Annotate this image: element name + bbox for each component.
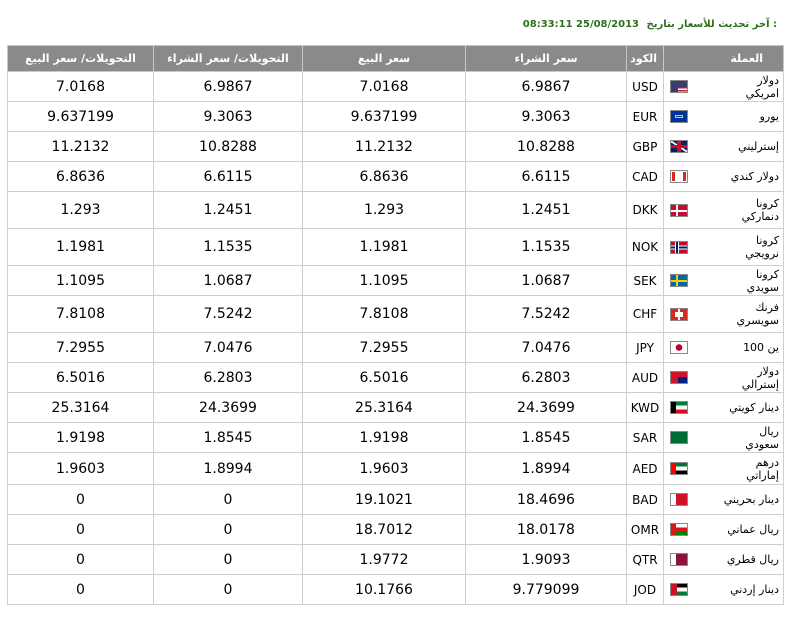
sell-rate: 1.1095	[303, 266, 466, 296]
om-flag-icon	[670, 523, 688, 536]
currency-name: درهم إماراتي	[746, 455, 779, 482]
currency-name: دينار بحريني	[723, 493, 779, 506]
jp-flag-icon	[670, 341, 688, 354]
buy-rate: 24.3699	[466, 393, 627, 423]
transfer-buy-rate: 10.8288	[154, 132, 303, 162]
transfer-sell-rate: 1.9198	[8, 423, 154, 453]
currency-cell	[664, 296, 784, 333]
transfer-sell-rate: 11.2132	[8, 132, 154, 162]
qa-flag-icon	[670, 553, 688, 566]
currency-cell	[664, 515, 784, 545]
transfer-buy-rate: 9.3063	[154, 102, 303, 132]
table-row	[8, 192, 784, 229]
table-row	[8, 545, 784, 575]
sell-rate: 10.1766	[303, 575, 466, 605]
currency-cell	[664, 393, 784, 423]
currency-name: دينار إردني	[730, 583, 779, 596]
currency-cell	[664, 545, 784, 575]
buy-rate: 9.3063	[466, 102, 627, 132]
dk-flag-icon	[670, 204, 688, 217]
au-flag-icon	[670, 371, 688, 384]
table-row	[8, 575, 784, 605]
buy-rate: 7.0476	[466, 333, 627, 363]
table-body	[8, 72, 784, 605]
currency-cell	[664, 575, 784, 605]
transfer-buy-rate: 6.2803	[154, 363, 303, 393]
buy-rate: 1.1535	[466, 229, 627, 266]
ca-flag-icon	[670, 170, 688, 183]
transfer-sell-rate: 1.293	[8, 192, 154, 229]
col-header-currency: العملة	[664, 46, 784, 72]
table-row	[8, 102, 784, 132]
currency-name: كرونا سويدي	[746, 267, 779, 294]
col-header-buy: سعر الشراء	[466, 46, 627, 72]
currency-code: CAD	[627, 162, 664, 192]
sell-rate: 1.9772	[303, 545, 466, 575]
currency-code: JPY	[627, 333, 664, 363]
transfer-buy-rate: 0	[154, 575, 303, 605]
currency-code: USD	[627, 72, 664, 102]
buy-rate: 6.2803	[466, 363, 627, 393]
last-update-line	[523, 19, 777, 30]
transfer-sell-rate: 1.1095	[8, 266, 154, 296]
transfer-sell-rate: 0	[8, 515, 154, 545]
currency-code: EUR	[627, 102, 664, 132]
transfer-buy-rate: 1.0687	[154, 266, 303, 296]
currency-cell	[664, 363, 784, 393]
sell-rate: 7.8108	[303, 296, 466, 333]
currency-code: QTR	[627, 545, 664, 575]
currency-cell	[664, 453, 784, 485]
transfer-sell-rate: 6.8636	[8, 162, 154, 192]
transfer-sell-rate: 0	[8, 545, 154, 575]
sell-rate: 18.7012	[303, 515, 466, 545]
currency-name: يورو	[759, 110, 779, 123]
currency-cell	[664, 485, 784, 515]
ae-flag-icon	[670, 462, 688, 475]
table-header-row	[8, 46, 784, 72]
buy-rate: 1.9093	[466, 545, 627, 575]
sell-rate: 7.0168	[303, 72, 466, 102]
currency-cell	[664, 266, 784, 296]
currency-name: كرونا دنماركي	[741, 197, 779, 223]
table-row	[8, 132, 784, 162]
transfer-sell-rate: 6.5016	[8, 363, 154, 393]
buy-rate: 1.8545	[466, 423, 627, 453]
buy-rate: 1.8994	[466, 453, 627, 485]
sell-rate: 25.3164	[303, 393, 466, 423]
col-header-code: الكود	[627, 46, 664, 72]
bh-flag-icon	[670, 493, 688, 506]
currency-name: دولار إسترالي	[741, 364, 779, 391]
col-header-sell: سعر البيع	[303, 46, 466, 72]
transfer-buy-rate: 0	[154, 545, 303, 575]
currency-name: كرونا نرويجي	[745, 234, 779, 260]
currency-code: AED	[627, 453, 664, 485]
currency-name: ريال قطري	[726, 553, 779, 566]
currency-name: ريال عماني	[727, 523, 779, 536]
sell-rate: 11.2132	[303, 132, 466, 162]
uk-flag-icon	[670, 140, 688, 153]
currency-code: KWD	[627, 393, 664, 423]
transfer-buy-rate: 1.8994	[154, 453, 303, 485]
last-update-timestamp: 08:33:11 25/08/2013	[522, 19, 639, 30]
currency-name: دينار كويتي	[729, 401, 779, 414]
table-row	[8, 296, 784, 333]
currency-code: GBP	[627, 132, 664, 162]
buy-rate: 18.4696	[466, 485, 627, 515]
currency-code: BAD	[627, 485, 664, 515]
currency-name: دولار امريكي	[745, 73, 779, 100]
transfer-sell-rate: 0	[8, 485, 154, 515]
table-row	[8, 423, 784, 453]
transfer-sell-rate: 25.3164	[8, 393, 154, 423]
currency-code: OMR	[627, 515, 664, 545]
transfer-buy-rate: 1.1535	[154, 229, 303, 266]
transfer-sell-rate: 7.0168	[8, 72, 154, 102]
transfer-sell-rate: 0	[8, 575, 154, 605]
sell-rate: 6.5016	[303, 363, 466, 393]
transfer-buy-rate: 0	[154, 485, 303, 515]
currency-name: إسترليني	[738, 140, 779, 153]
sell-rate: 9.637199	[303, 102, 466, 132]
kw-flag-icon	[670, 401, 688, 414]
currency-cell	[664, 132, 784, 162]
transfer-buy-rate: 6.6115	[154, 162, 303, 192]
sell-rate: 1.9198	[303, 423, 466, 453]
currency-code: SAR	[627, 423, 664, 453]
transfer-buy-rate: 24.3699	[154, 393, 303, 423]
transfer-buy-rate: 1.2451	[154, 192, 303, 229]
currency-name: دولار كندي	[730, 170, 779, 183]
buy-rate: 6.9867	[466, 72, 627, 102]
transfer-buy-rate: 7.5242	[154, 296, 303, 333]
buy-rate: 18.0178	[466, 515, 627, 545]
se-flag-icon	[670, 274, 688, 287]
currency-code: NOK	[627, 229, 664, 266]
currency-code: DKK	[627, 192, 664, 229]
buy-rate: 6.6115	[466, 162, 627, 192]
currency-code: AUD	[627, 363, 664, 393]
currency-code: JOD	[627, 575, 664, 605]
transfer-sell-rate: 1.9603	[8, 453, 154, 485]
col-header-transfer-buy: التحويلات/ سعر الشراء	[154, 46, 303, 72]
sell-rate: 1.1981	[303, 229, 466, 266]
currency-code: CHF	[627, 296, 664, 333]
currency-cell	[664, 423, 784, 453]
ch-flag-icon	[670, 308, 688, 321]
sell-rate: 19.1021	[303, 485, 466, 515]
currency-cell	[664, 102, 784, 132]
currency-name: ين 100	[743, 341, 779, 354]
table-row	[8, 393, 784, 423]
transfer-sell-rate: 7.8108	[8, 296, 154, 333]
table-row	[8, 485, 784, 515]
no-flag-icon	[670, 241, 688, 254]
us-flag-icon	[670, 80, 688, 93]
sell-rate: 1.9603	[303, 453, 466, 485]
currency-cell	[664, 192, 784, 229]
buy-rate: 7.5242	[466, 296, 627, 333]
transfer-buy-rate: 7.0476	[154, 333, 303, 363]
table-row	[8, 266, 784, 296]
table-row	[8, 453, 784, 485]
jo-flag-icon	[670, 583, 688, 596]
currency-name: ريال سعودي	[745, 424, 779, 451]
table-row	[8, 162, 784, 192]
sell-rate: 1.293	[303, 192, 466, 229]
transfer-buy-rate: 1.8545	[154, 423, 303, 453]
transfer-buy-rate: 0	[154, 515, 303, 545]
exchange-rates-table	[7, 45, 784, 605]
transfer-sell-rate: 9.637199	[8, 102, 154, 132]
transfer-buy-rate: 6.9867	[154, 72, 303, 102]
currency-cell	[664, 333, 784, 363]
table-row	[8, 363, 784, 393]
table-row	[8, 515, 784, 545]
last-update-label: آخر تحديث للأسعار بتاريخ :	[646, 19, 777, 30]
eu-flag-icon	[670, 110, 688, 123]
table-row	[8, 333, 784, 363]
sa-flag-icon	[670, 431, 688, 444]
sell-rate: 6.8636	[303, 162, 466, 192]
sell-rate: 7.2955	[303, 333, 466, 363]
currency-cell	[664, 229, 784, 266]
buy-rate: 1.0687	[466, 266, 627, 296]
transfer-sell-rate: 1.1981	[8, 229, 154, 266]
buy-rate: 1.2451	[466, 192, 627, 229]
table-row	[8, 229, 784, 266]
currency-name: فرنك سويسري	[736, 301, 779, 327]
buy-rate: 9.779099	[466, 575, 627, 605]
col-header-transfer-sell: التحويلات/ سعر البيع	[8, 46, 154, 72]
currency-code: SEK	[627, 266, 664, 296]
transfer-sell-rate: 7.2955	[8, 333, 154, 363]
currency-cell	[664, 162, 784, 192]
currency-cell	[664, 72, 784, 102]
buy-rate: 10.8288	[466, 132, 627, 162]
table-row	[8, 72, 784, 102]
